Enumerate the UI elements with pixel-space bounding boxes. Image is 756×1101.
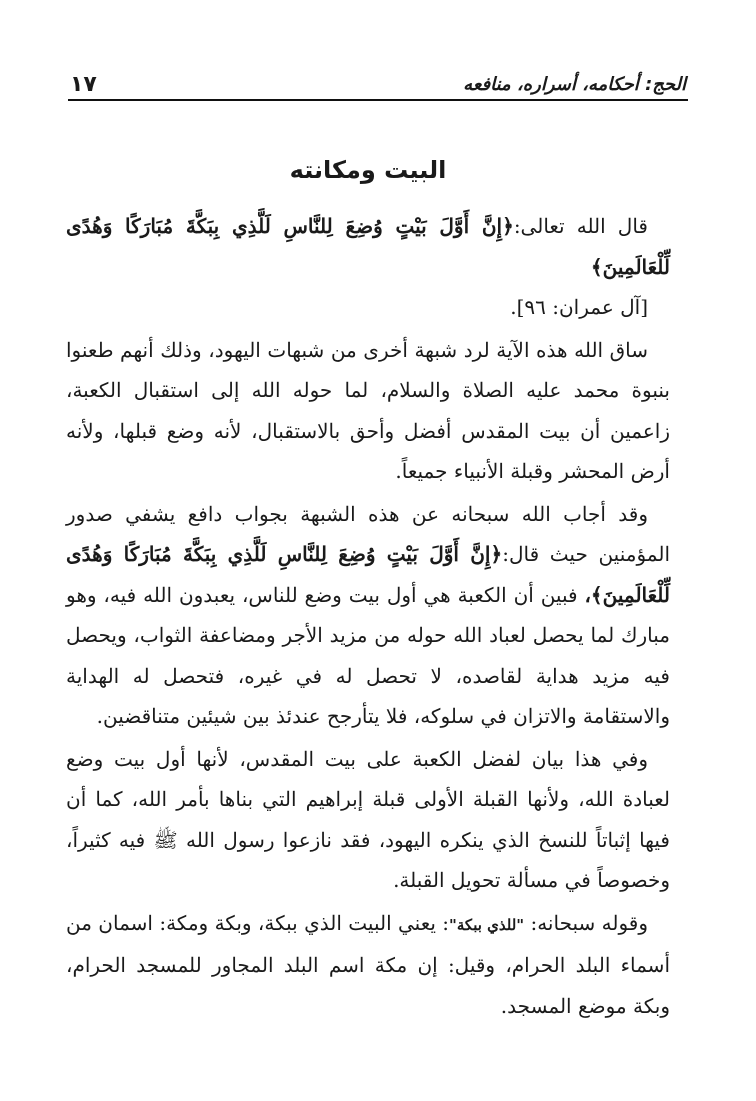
paragraph-bakka [66, 903, 670, 1027]
page-body [66, 148, 670, 1028]
answer-tail: فبين أن الكعبة هي أول بيت وضع للناس، يعبدون الله فيه، وهو مبارك لما يحصل لعباد الله حوله من مزيد الأجر ومضاعفة الثواب، ويحصل فيه مزيد هداية لقاصده، لا تحصل له في غيره، فتحصل له الهداية والاستقامة والاتزان في سلوكه، فلا يتأرجح عندئذ بين شيئين متناقضين. [66, 582, 670, 728]
paragraph-virtue: وفي هذا بيان لفضل الكعبة على بيت المقدس، لأنها أول بيت وضع لعبادة الله، ولأنها القبلة الأولى قبلة إبراهيم التي بناها بأمر الله، كما أن فيها إثباتاً للنسخ الذي ينكره اليهود، فقد نازعوا رسول الله ﷺ فيه كثيراً، وخصوصاً في مسألة تحويل القبلة. [66, 746, 670, 892]
verse-reference: [آل عمران: ٩٦]. [510, 295, 648, 319]
verse-lead: قال الله تعالى: [513, 214, 648, 238]
quran-verse-repeat: ﴿إِنَّ أَوَّلَ بَيْتٍ وُضِعَ لِلنَّاسِ لَلَّذِي بِبَكَّةَ مُبَارَكًا وَهُدًى لِّلْعَالَمِينَ﴾، [66, 542, 670, 607]
paragraph-verse-intro [66, 206, 670, 328]
paragraph-answer [66, 494, 670, 737]
running-title: الحج: أحكامه، أسراره، منافعه [463, 74, 686, 95]
section-title: البيت ومكانته [289, 156, 447, 184]
paragraph-shubha: ساق الله هذه الآية لرد شبهة أخرى من شبهات اليهود، وذلك أنهم طعنوا بنبوة محمد عليه الصلاة والسلام، لما حوله الله إلى استقبال الكعبة، زاعمين أن بيت المقدس أفضل وأحق بالاستقبال، لأنه وضع قبلها، ولأنه أرض المحشر وقبلة الأنبياء جميعاً. [66, 337, 670, 483]
bakka-tail: : يعني البيت الذي ببكة، وبكة ومكة: اسمان من أسماء البلد الحرام، وقيل: إن مكة اسم البلد المجاور للمسجد الحرام، وبكة موضع المسجد. [66, 910, 670, 1018]
running-header [70, 62, 686, 98]
bakka-quote: "للذي ببكة" [449, 915, 525, 934]
header-rule [68, 99, 688, 101]
answer-lead: وقد أجاب الله سبحانه عن هذه الشبهة بجواب دافع يشفي صدور المؤمنين حيث قال: [66, 501, 671, 566]
quran-verse: ﴿إِنَّ أَوَّلَ بَيْتٍ وُضِعَ لِلنَّاسِ لَلَّذِي بِبَكَّةَ مُبَارَكًا وَهُدًى لِّلْعَالَمِينَ﴾ [66, 214, 670, 279]
page-number: ١٧ [70, 72, 97, 97]
bakka-lead: وقوله سبحانه: [524, 910, 649, 935]
